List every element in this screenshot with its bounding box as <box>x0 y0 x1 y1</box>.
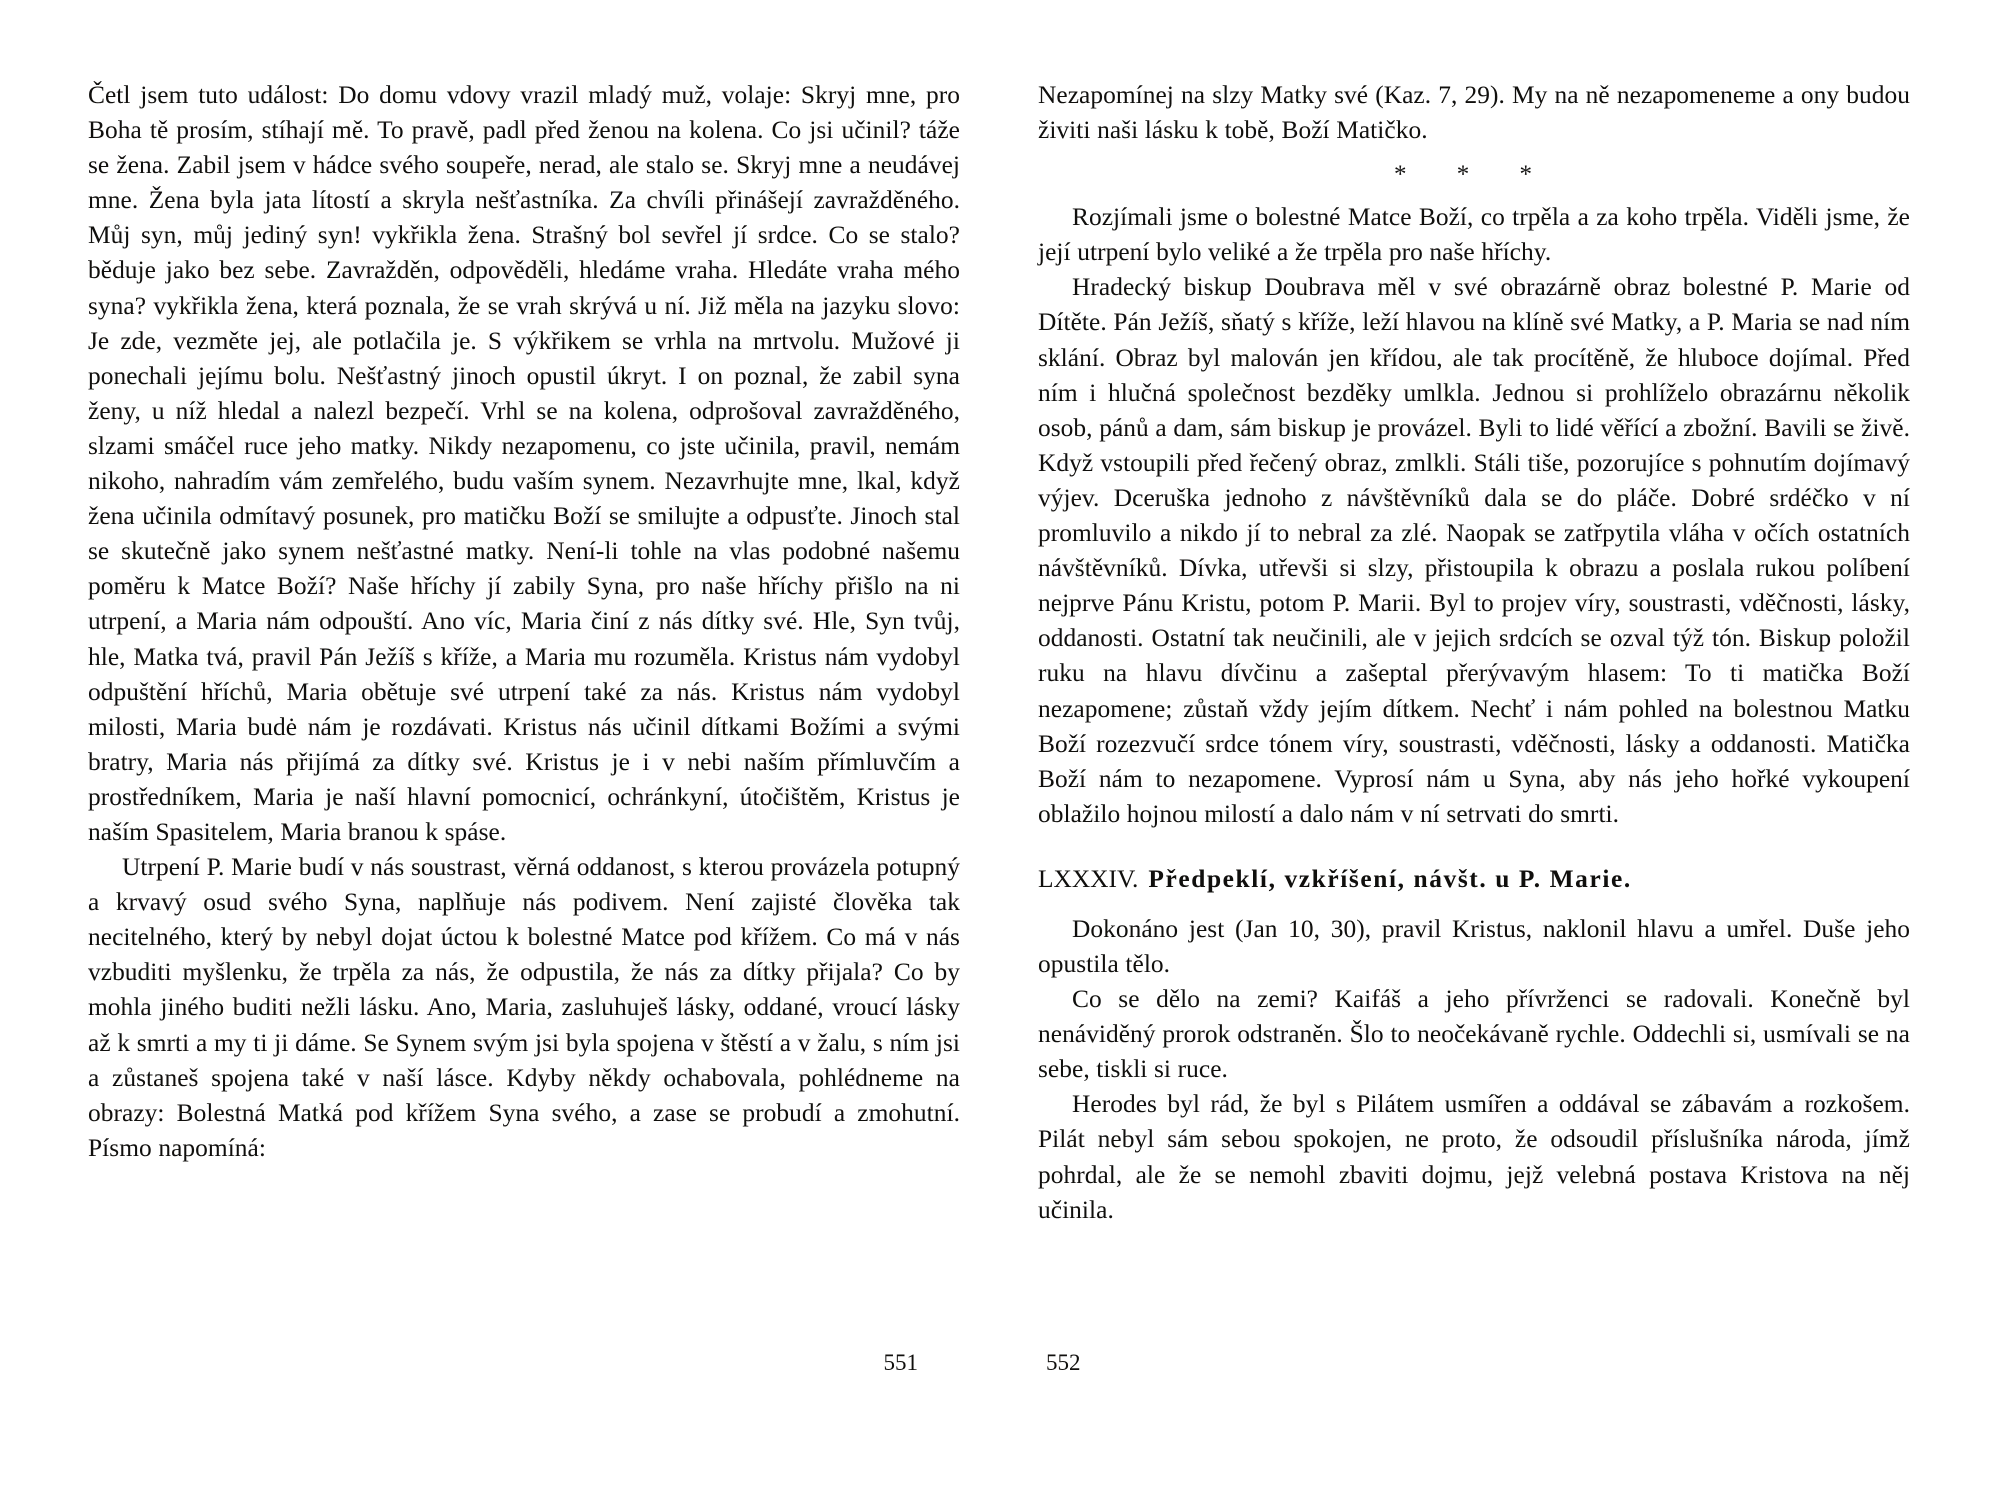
paragraph: Herodes byl rád, že byl s Pilátem usmířen a oddával se zábavám a rozkošem. Pilát nebyl sám sebou spokojen, ne proto, že odsoudil příslušníka národa, jímž pohrdal, ale že se nemohl zbaviti dojmu, jejž velebná postava Kristova na něj učinila. <box>1038 1090 1910 1224</box>
folio-right: 552 <box>1046 1350 1081 1375</box>
paragraph: Hradecký biskup Doubrava měl v své obrazárně obraz bolestné P. Marie od Dítěte. Pán Ježíš, sňatý s kříže, leží hlavou na klíně své Matky, a P. Maria se nad ním sklání. Obraz byl malován jen křídou, ale tak procítěně, že hluboce dojímal. Před ním i hlučná společnost bezděky umlkla. Jednou si prohlíželo obrazárnu několik osob, pánů a dam, sám biskup je provázel. Byli to lidé věřící a zbožní. Bavili se živě. Když vstoupili před řečený obraz, zmlkli. Stáli tiše, pozorujíce s pohnutím dojímavý výjev. Dceruška jednoho z návštěvníků dala se do pláče. Dobré srdéčko v ní promluvilo a nikdo jí to nebral za zlé. Naopak se zatřpytila vláha v očích ostatních návštěvníků. Dívka, utřevši si slzy, přistoupila k obrazu a poslala rukou políbení nejprve Pánu Kristu, potom P. Marii. Byl to projev víry, soustrasti, vděčnosti, lásky, oddanosti. Ostatní tak neučinili, ale v jejich srdcích se ozval týž tón. Biskup položil ruku na hlavu dívčinu a zašeptal přerývavým hlasem: To ti matička Boží nezapomene; zůstaň vždy jejím dítkem. Nechť i nám pohled na bolestnou Matku Boží rozezvučí srdce tónem víry, soustrasti, vděčnosti, lásky a oddanosti. Matička Boží nám to nezapomene. Vyprosí nám u Syna, aby nás jeho hořké vykoupení oblažilo hojnou milostí a dalo nám v ní setrvati do smrti. <box>1038 273 1910 828</box>
page-numbers <box>74 1350 1922 1376</box>
right-column <box>1038 78 1910 1228</box>
paragraph: Četl jsem tuto událost: Do domu vdovy vrazil mladý muž, volaje: Skryj mne, pro Boha tě prosím, stíhají mě. To pravě, padl před ženou na kolena. Co jsi učinil? táže se žena. Zabil jsem v hádce svého soupeře, nerad, ale stalo se. Skryj mne a neudávej mne. Žena byla jata lítostí a skryla nešťastníka. Za chvíli přinášejí zavražděného. Můj syn, můj jediný syn! vykřikla žena. Strašný bol sevřel jí srdce. Co se stalo? běduje jako bez sebe. Zavražděn, odpověděli, hledáme vraha. Hledáte vraha mého syna? vykřikla žena, která poznala, že se vrah skrývá u ní. Již měla na jazyku slovo: Je zde, vezměte jej, ale potlačila je. S výkřikem se vrhla na mrtvolu. Mužové ji ponechali jejímu bolu. Nešťastný jinoch opustil úkryt. I on poznal, že zabil syna ženy, u níž hledal a nalezl bezpečí. Vrhl se na kolena, odprošoval zavražděného, slzami smáčel ruce jeho matky. Nikdy nezapomenu, co jste učinila, pravil, nemám nikoho, nahradím vám zemřelého, budu vaším synem. Nezavrhujte mne, lkal, když žena učinila odmítavý posunek, pro matičku Boží se smilujte a odpusťte. Jinoch stal se skutečně jako synem nešťastné matky. Není-li tohle na vlas podobné našemu poměru k Matce Boží? Naše hříchy jí zabily Syna, pro naše hříchy přišlo na ni utrpení, a Maria nám odpouští. Ano víc, Maria činí z nás dítky své. Hle, Syn tvůj, hle, Matka tvá, pravil Pán Ježíš s kříže, a Maria mu rozuměla. Kristus nám vydobyl odpuštění hříchů, Maria obětuje své utrpení také za nás. Kristus nám vydobyl milosti, Maria budė nám je rozdávati. Kristus nás učinil dítkami Božími a svými bratry, Maria nás přijímá za dítky své. Kristus je i v nebi naším přímluvčím a prostředníkem, Maria je naší hlavní pomocnicí, ochránkyní, útočištěm, Kristus je naším Spasitelem, Maria branou k spáse. <box>88 81 960 846</box>
left-column <box>88 78 960 1166</box>
paragraph: Co se dělo na zemi? Kaifáš a jeho přívrženci se radovali. Konečně byl nenáviděný prorok odstraněn. Šlo to neočekávaně rychle. Oddechli si, usmívali se na sebe, tiskli si ruce. <box>1038 985 1910 1084</box>
section-separator: * * * <box>1394 161 1554 189</box>
chapter-title: Předpeklí, vzkříšení, návšt. u P. Marie. <box>1148 864 1632 893</box>
two-column-layout <box>74 78 1922 1228</box>
chapter-heading <box>1038 862 1910 896</box>
paragraph: Utrpení P. Marie budí v nás soustrast, věrná oddanost, s kterou provázela potupný a krvavý osud svého Syna, naplňuje nás podivem. Není zajisté člověka tak necitelného, který by nebyl dojat úctou k bolestné Matce pod křížem. Co má v nás vzbuditi myšlenku, že trpěla za nás, že odpustila, že nás za dítky přijala? Co by mohla jiného buditi nežli lásku. Ano, Maria, zasluhuješ lásky, oddané, vroucí lásky až k smrti a my ti ji dáme. Se Synem svým jsi byla spojena v štěstí a v žalu, s ním jsi a zůstaneš spojena také v naší lásce. Kdyby někdy ochabovala, pohlédneme na obrazy: Bolestná Matká pod křížem Syna svého, a zase se probudí a zmohutní. Písmo napomíná: <box>88 853 960 1162</box>
folio-left: 551 <box>883 1350 918 1375</box>
chapter-number: LXXXIV. <box>1038 864 1139 893</box>
paragraph: Rozjímali jsme o bolestné Matce Boží, co trpěla a za koho trpěla. Viděli jsme, že její utrpení bylo veliké a že trpěla pro naše hříchy. <box>1038 203 1910 267</box>
paragraph: Dokonáno jest (Jan 10, 30), pravil Kristus, naklonil hlavu a umřel. Duše jeho opustila tělo. <box>1038 914 1910 978</box>
paragraph-continued: Nezapomínej na slzy Matky své (Kaz. 7, 29). My na ně nezapomeneme a ony budou živiti naši lásku k tobě, Boží Matičko. <box>1038 81 1910 145</box>
